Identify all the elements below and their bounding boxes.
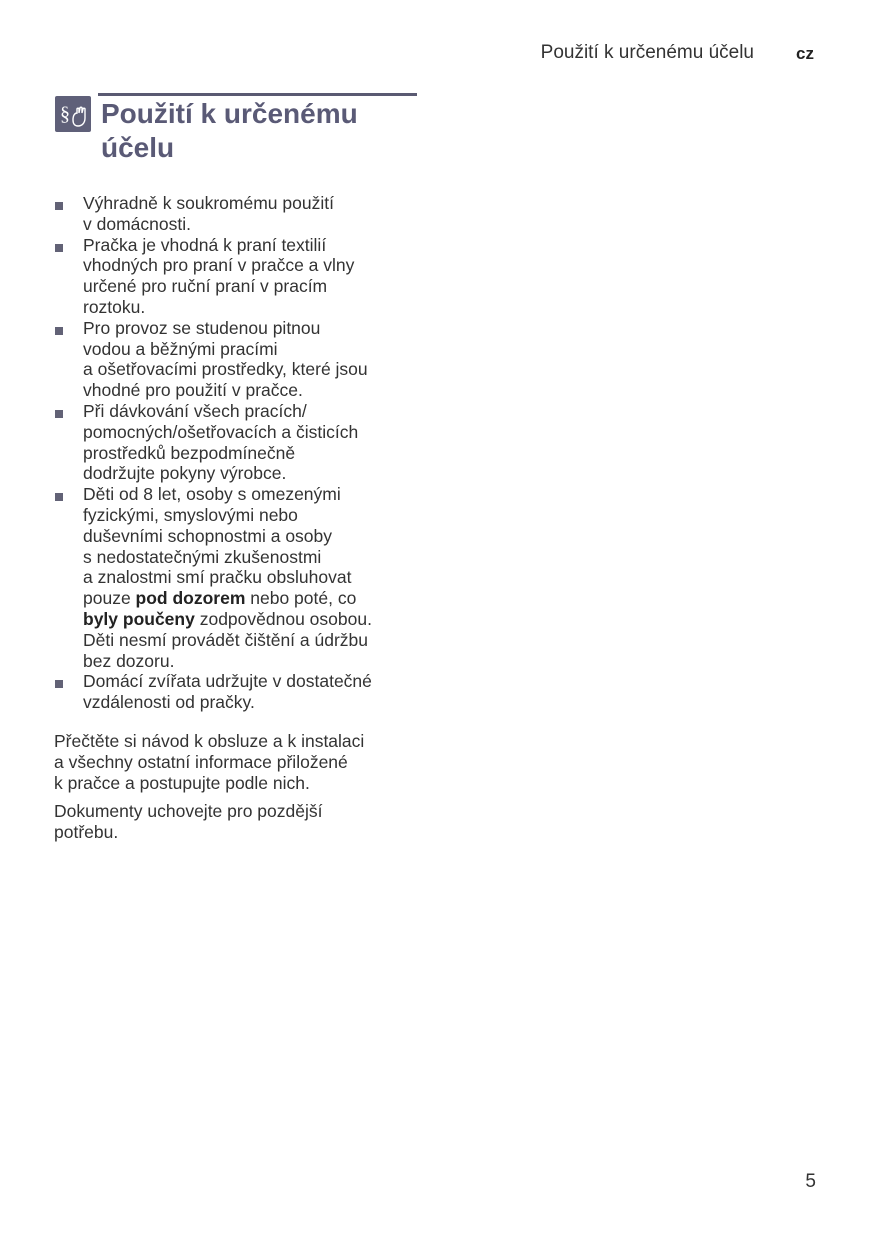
bullet-square-icon	[55, 327, 63, 335]
page-number: 5	[805, 1171, 816, 1192]
running-header-title: Použití k určenému účelu	[540, 42, 754, 63]
list-item-text: Výhradně k soukromému použití v domácnosti.	[83, 193, 334, 234]
list-item	[54, 235, 434, 318]
list-item-text: Při dávkování všech pracích/ pomocných/ošetřovacích a čisticích prostředků bezpodmínečně dodržujte pokyny výrobce.	[83, 400, 359, 484]
paragraph-keep-documents: Dokumenty uchovejte pro pozdější potřebu.	[54, 801, 323, 842]
bullet-square-icon	[55, 410, 63, 418]
bullet-square-icon	[55, 202, 63, 210]
text-run: Děti od 8 let, osoby s omezenými fyzickými, smyslovými nebo duševními schopnostmi a osoby s nedostatečnými zkušenostmi a znalostmi smí pračku obsluhovat pouze	[83, 484, 352, 609]
list-item	[54, 193, 434, 235]
section-paragraph-hand-icon	[55, 96, 91, 132]
list-item	[54, 484, 434, 671]
list-item-text: Pračka je vhodná k praní textilií vhodných pro praní v pračce a vlny určené pro ruční praní v pracím roztoku.	[83, 234, 355, 317]
text-run: nebo poté, co	[250, 588, 357, 609]
bullet-square-icon	[55, 244, 63, 252]
list-item-text: Domácí zvířata udržujte v dostatečné vzdálenosti od pračky.	[83, 671, 372, 713]
section-heading: Použití k určenému účelu	[101, 98, 358, 163]
svg-text:§: §	[60, 103, 70, 125]
list-item	[54, 318, 434, 401]
usage-bullet-list	[54, 193, 434, 713]
bold-text-under-supervision: pod dozorem	[135, 588, 246, 609]
bullet-square-icon	[55, 493, 63, 501]
list-item-text	[83, 484, 434, 671]
bold-text-instructed: byly poučeny	[83, 608, 195, 629]
bullet-square-icon	[55, 680, 63, 688]
heading-rule	[98, 93, 417, 96]
text-run: zodpovědnou osobou. Děti nesmí provádět čištění a údržbu bez dozoru.	[83, 608, 372, 671]
list-item	[54, 401, 434, 484]
list-item	[54, 671, 434, 713]
list-item-text: Pro provoz se studenou pitnou vodou a běžnými pracími a ošetřovacími prostředky, které jsou vhodné pro použití v pračce.	[83, 317, 368, 401]
language-code: cz	[796, 44, 814, 63]
paragraph-read-manual: Přečtěte si návod k obsluze a k instalaci a všechny ostatní informace přiložené k pračce a postupujte podle nich.	[54, 731, 365, 793]
